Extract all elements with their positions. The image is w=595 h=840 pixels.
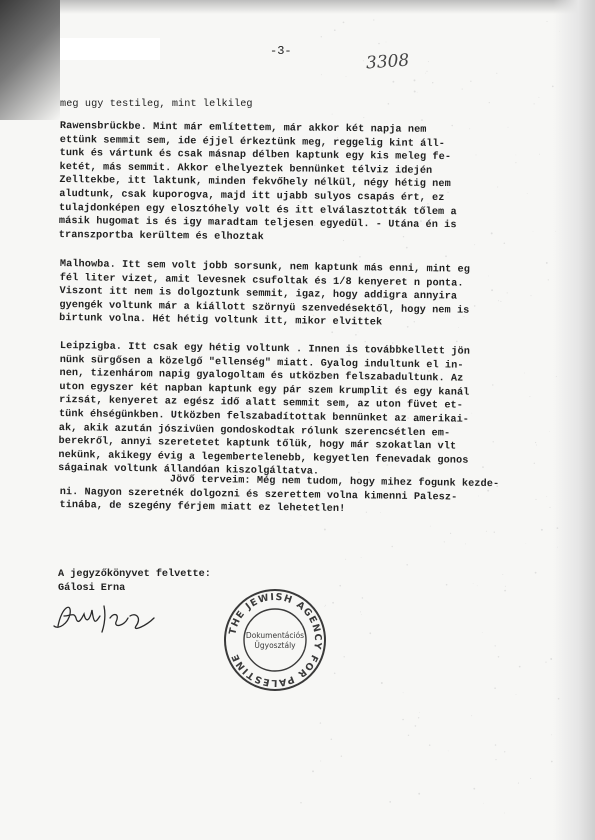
- archive-number: 3308: [365, 50, 410, 74]
- stamp-center-line2: Ügyosztály: [254, 641, 296, 650]
- paragraph-leipzig: Leipzigba. Itt csak egy hétig voltunk . Innen is továbbkellett jön nünk sürgősen a közelgő "ellenség" miatt. Gyalog indultunk el in- nen, tizenhárom napig gyalogoltam és utközben felszabadultunk. Az uton egyszer két napban kaptunk egy pár szem krumplit és egy kanál rizsát, kenyeret az egész idő alatt semmit sem, az uton füvet et- tünk éhségünkben. Utközben felszabadítottak bennünket az amerikai- ak, akik azután jószivüen gondoskodtak rólunk szerencsétlen em- berekről, annyi szeretetet kaptunk tőlük, hogy már szokatlan vlt nekünk, akikegy évig a legembertelenebb, kegyetlen fenevadak gonos ságainak voltunk állandóan kiszolgáltatva.: [58, 340, 471, 478]
- plans-first-line: Jövő terveim: Még nem tudom, hogy mihez fogunk kezde-: [169, 474, 500, 491]
- scan-shadow-top: [60, 0, 595, 14]
- signer-label: A jegyzőkönyvet felvette:: [58, 569, 211, 580]
- signer-block: [58, 568, 211, 595]
- handwritten-signature: [50, 596, 160, 636]
- paragraph-ravensbruck: Rawensbrückbe. Mint már említettem, már akkor két napja nem ettünk semmit sem, ide éjjel érkeztünk meg, reggelig kint áll- tunk és vártunk és csak másnap délben kaptunk egy kis meleg fe- ketét, más semmit. Akkor elhelyeztek bennünket télviz idején Zelltekbe, itt laktunk, minden fekvőhely nélkül, négy hétig nem aludtunk, csak kuporogva, majd itt ujabb sulyos csapás ért, ez tulajdonképen egy elosztóhely volt és itt elválasztották tőlem a másik hugomat is és igy maradtam teljesen egyedül. - Utána én is transzportba kerültem és elhoztak: [58, 120, 457, 243]
- paragraph-plans: [59, 472, 550, 520]
- scan-edge: [553, 0, 595, 840]
- signer-name: Gálosi Erna: [58, 582, 126, 594]
- plans-rest: ni. Nagyon szeretnék dolgozni és szerettem volna kimenni Palesz- tinába, de szegény férjem miatt ez lehetetlen!: [59, 486, 458, 516]
- redaction-box: [60, 38, 160, 60]
- paragraph-malhowba: Malhowba. Itt sem volt jobb sorsunk, nem kaptunk más enni, mint eg fél liter vizet, amit levesnek csufoltak és 1/8 kenyeret n ponta. Viszont itt nem is dolgoztunk semmit, igaz, hogy addigra annyira gyengék voltunk már a kiállott szörnyü szenvedésektől, hogy nem is birtunk volna. Hét hétig voltunk itt, mikor elvittek: [59, 258, 471, 329]
- intro-line: meg ugy testileg, mint lelkileg: [60, 99, 253, 110]
- agency-stamp: [220, 585, 330, 695]
- scan-shadow: [0, 0, 60, 120]
- page-number: -3-: [270, 44, 292, 58]
- stamp-center-line1: Dokumentációs: [245, 631, 305, 640]
- stamp-ring-text: THE JEWISH AGENCY FOR PALESTINE: [227, 591, 324, 689]
